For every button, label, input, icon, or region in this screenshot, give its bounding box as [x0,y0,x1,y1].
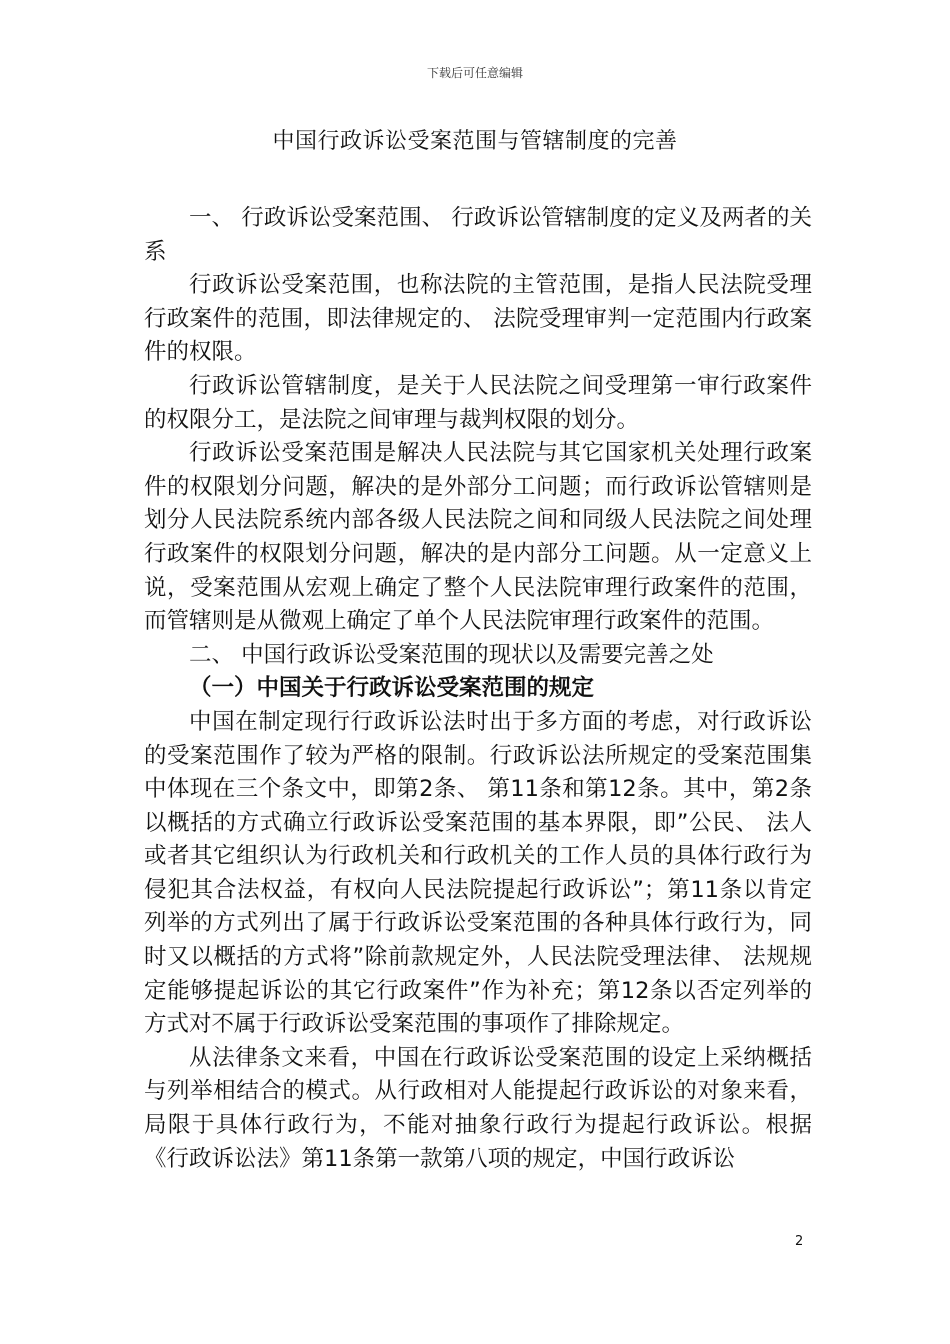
paragraph: 一、 行政诉讼受案范围、 行政诉讼管辖制度的定义及两者的关系 [144,205,812,265]
document-title: 中国行政诉讼受案范围与管辖制度的完善 [272,129,678,154]
paragraph: 行政诉讼受案范围是解决人民法院与其它国家机关处理行政案件的权限划分问题，解决的是外部分工问题；而行政诉讼管辖则是划分人民法院系统内部各级人民法院之间和同级人民法院之间处理行政案件的权限划分问题，解决的是内部分工问题。从一定意义上说，受案范围从宏观上确定了整个人民法院审理行政案件的范围，而管辖则是从微观上确定了单个人民法院审理行政案件的范围。 [144,440,812,635]
paragraph: 从法律条文来看，中国在行政诉讼受案范围的设定上采纳概括与列举相结合的模式。从行政相对人能提起行政诉讼的对象来看，局限于具体行政行为，不能对抽象行政行为提起行政诉讼。根据《行政诉讼法》第11条第一款第八项的规定，中国行政诉讼 [144,1044,812,1172]
paragraph: 行政诉讼受案范围，也称法院的主管范围，是指人民法院受理行政案件的范围，即法律规定的、 法院受理审判一定范围内行政案件的权限。 [144,272,812,366]
document-body [144,202,812,1176]
paragraph: 中国在制定现行行政诉讼法时出于多方面的考虑，对行政诉讼的受案范围作了较为严格的限制。行政诉讼法所规定的受案范围集中体现在三个条文中，即第2条、 第11条和第12条。其中，第2条以概括的方式确立行政诉讼受案范围的基本界限，即”公民、 法人或者其它组织认为行政机关和行政机关的工作人员的具体行政行为侵犯其合法权益，有权向人民法院提起行政诉讼”；第11条以肯定列举的方式列出了属于行政诉讼受案范围的各种具体行政行为，同时又以概括的方式将”除前款规定外，人民法院受理法律、 法规规定能够提起诉讼的其它行政案件”作为补充；第12条以否定列举的方式对不属于行政诉讼受案范围的事项作了排除规定。 [144,708,812,1038]
paragraph: 行政诉讼管辖制度，是关于人民法院之间受理第一审行政案件的权限分工，是法院之间审理与裁判权限的划分。 [144,372,812,433]
page-header: 下载后可任意编辑 [426,66,523,80]
section-heading: 二、 中国行政诉讼受案范围的现状以及需要完善之处 [189,641,714,668]
page-number: 2 [795,1234,804,1249]
subsection-heading: （一）中国关于行政诉讼受案范围的规定 [189,675,595,702]
